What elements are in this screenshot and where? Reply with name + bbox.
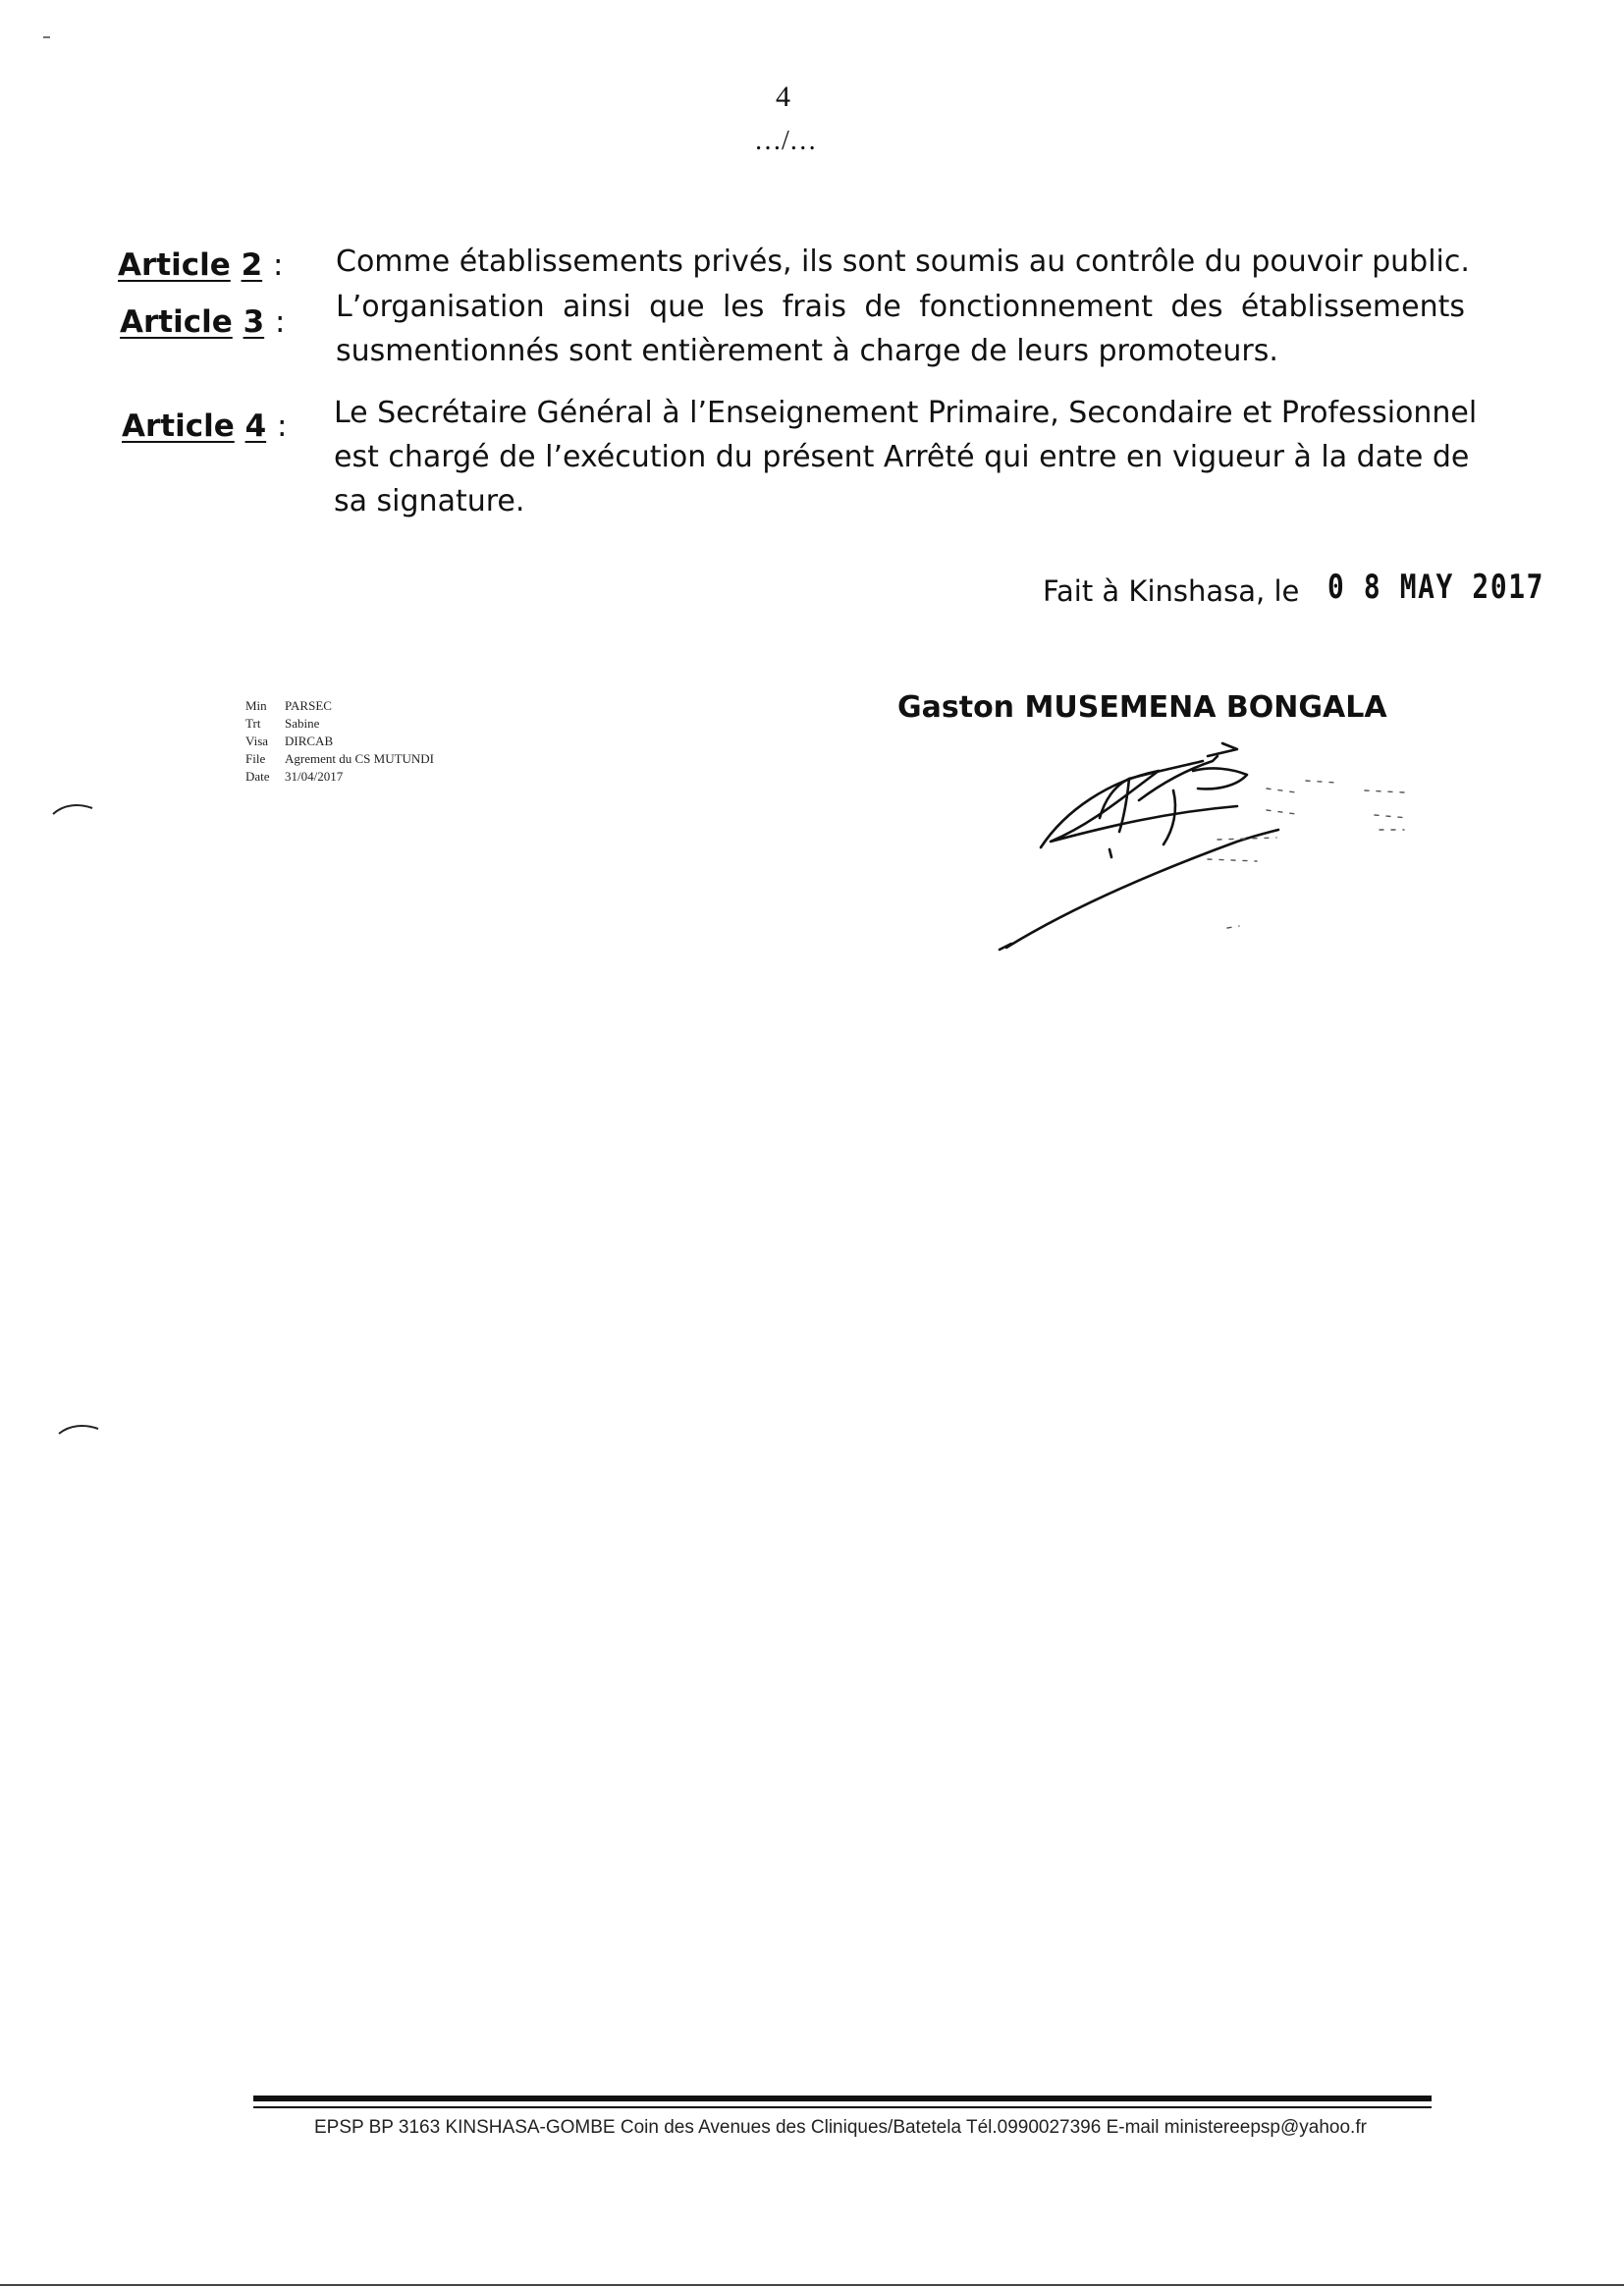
article-3-number: 3 [243,304,265,340]
article-3-text [336,285,1465,373]
article-3-label [120,304,285,340]
reference-row [245,733,434,750]
place-of-signing: Fait à Kinshasa, le [1043,574,1300,608]
reference-row [245,715,434,733]
reference-key: Visa [245,734,269,748]
reference-row [245,768,434,786]
signatory-name [897,690,1387,725]
article-2-text [336,240,1470,284]
date-stamp: 0 8 MAY 2017 [1327,568,1545,607]
article-2-line: Comme établissements privés, ils sont soumis au contrôle du pouvoir public. [336,245,1470,279]
handwritten-signature [972,732,1434,957]
reference-block [245,697,434,786]
reference-value: 31/04/2017 [285,769,344,784]
reference-key: File [245,751,266,766]
continuation-marker: …/… [754,126,817,156]
footer-rule [253,2096,1432,2101]
reference-row [245,697,434,715]
article-4-text [334,391,1478,523]
reference-value: Sabine [285,716,320,731]
article-2-word: Article [118,247,231,283]
reference-key: Min [245,698,267,713]
page-number: 4 [776,81,790,113]
article-4-colon: : [276,408,288,444]
footer-address: EPSP BP 3163 KINSHASA-GOMBE Coin des Avenues des Cliniques/Batetela Tél.0990027396 E-mail ministereepsp@yahoo.fr [314,2117,1367,2138]
article-3-line: L’organisation ainsi que les frais de fonctionnement des établissements [336,290,1465,324]
article-3-colon: : [274,304,286,340]
reference-value: PARSEC [285,698,332,713]
reference-key: Date [245,769,270,784]
article-4-line: sa signature. [334,484,525,518]
article-2-label [118,247,283,283]
article-4-label [122,408,287,444]
reference-key: Trt [245,716,261,731]
article-4-number: 4 [244,408,267,444]
signatory-first-name: Gaston [897,690,1015,725]
article-2-number: 2 [241,247,263,283]
footer-rule [253,2106,1432,2108]
article-3-word: Article [120,304,233,340]
article-4-line: est chargé de l’exécution du présent Arrêté qui entre en vigueur à la date de [334,440,1470,474]
article-3-line: susmentionnés sont entièrement à charge de leurs promoteurs. [336,334,1278,368]
article-2-colon: : [272,247,284,283]
scan-mark [55,1420,104,1440]
reference-value: DIRCAB [285,734,334,748]
reference-value: Agrement du CS MUTUNDI [285,751,435,766]
reference-row [245,750,434,768]
scan-mark [41,34,53,40]
signatory-last-name: MUSEMENA BONGALA [1024,690,1387,725]
page-edge-line [0,2284,1624,2286]
scan-mark [49,800,98,820]
article-4-line: Le Secrétaire Général à l’Enseignement Primaire, Secondaire et Professionnel [334,396,1478,430]
article-4-word: Article [122,408,235,444]
